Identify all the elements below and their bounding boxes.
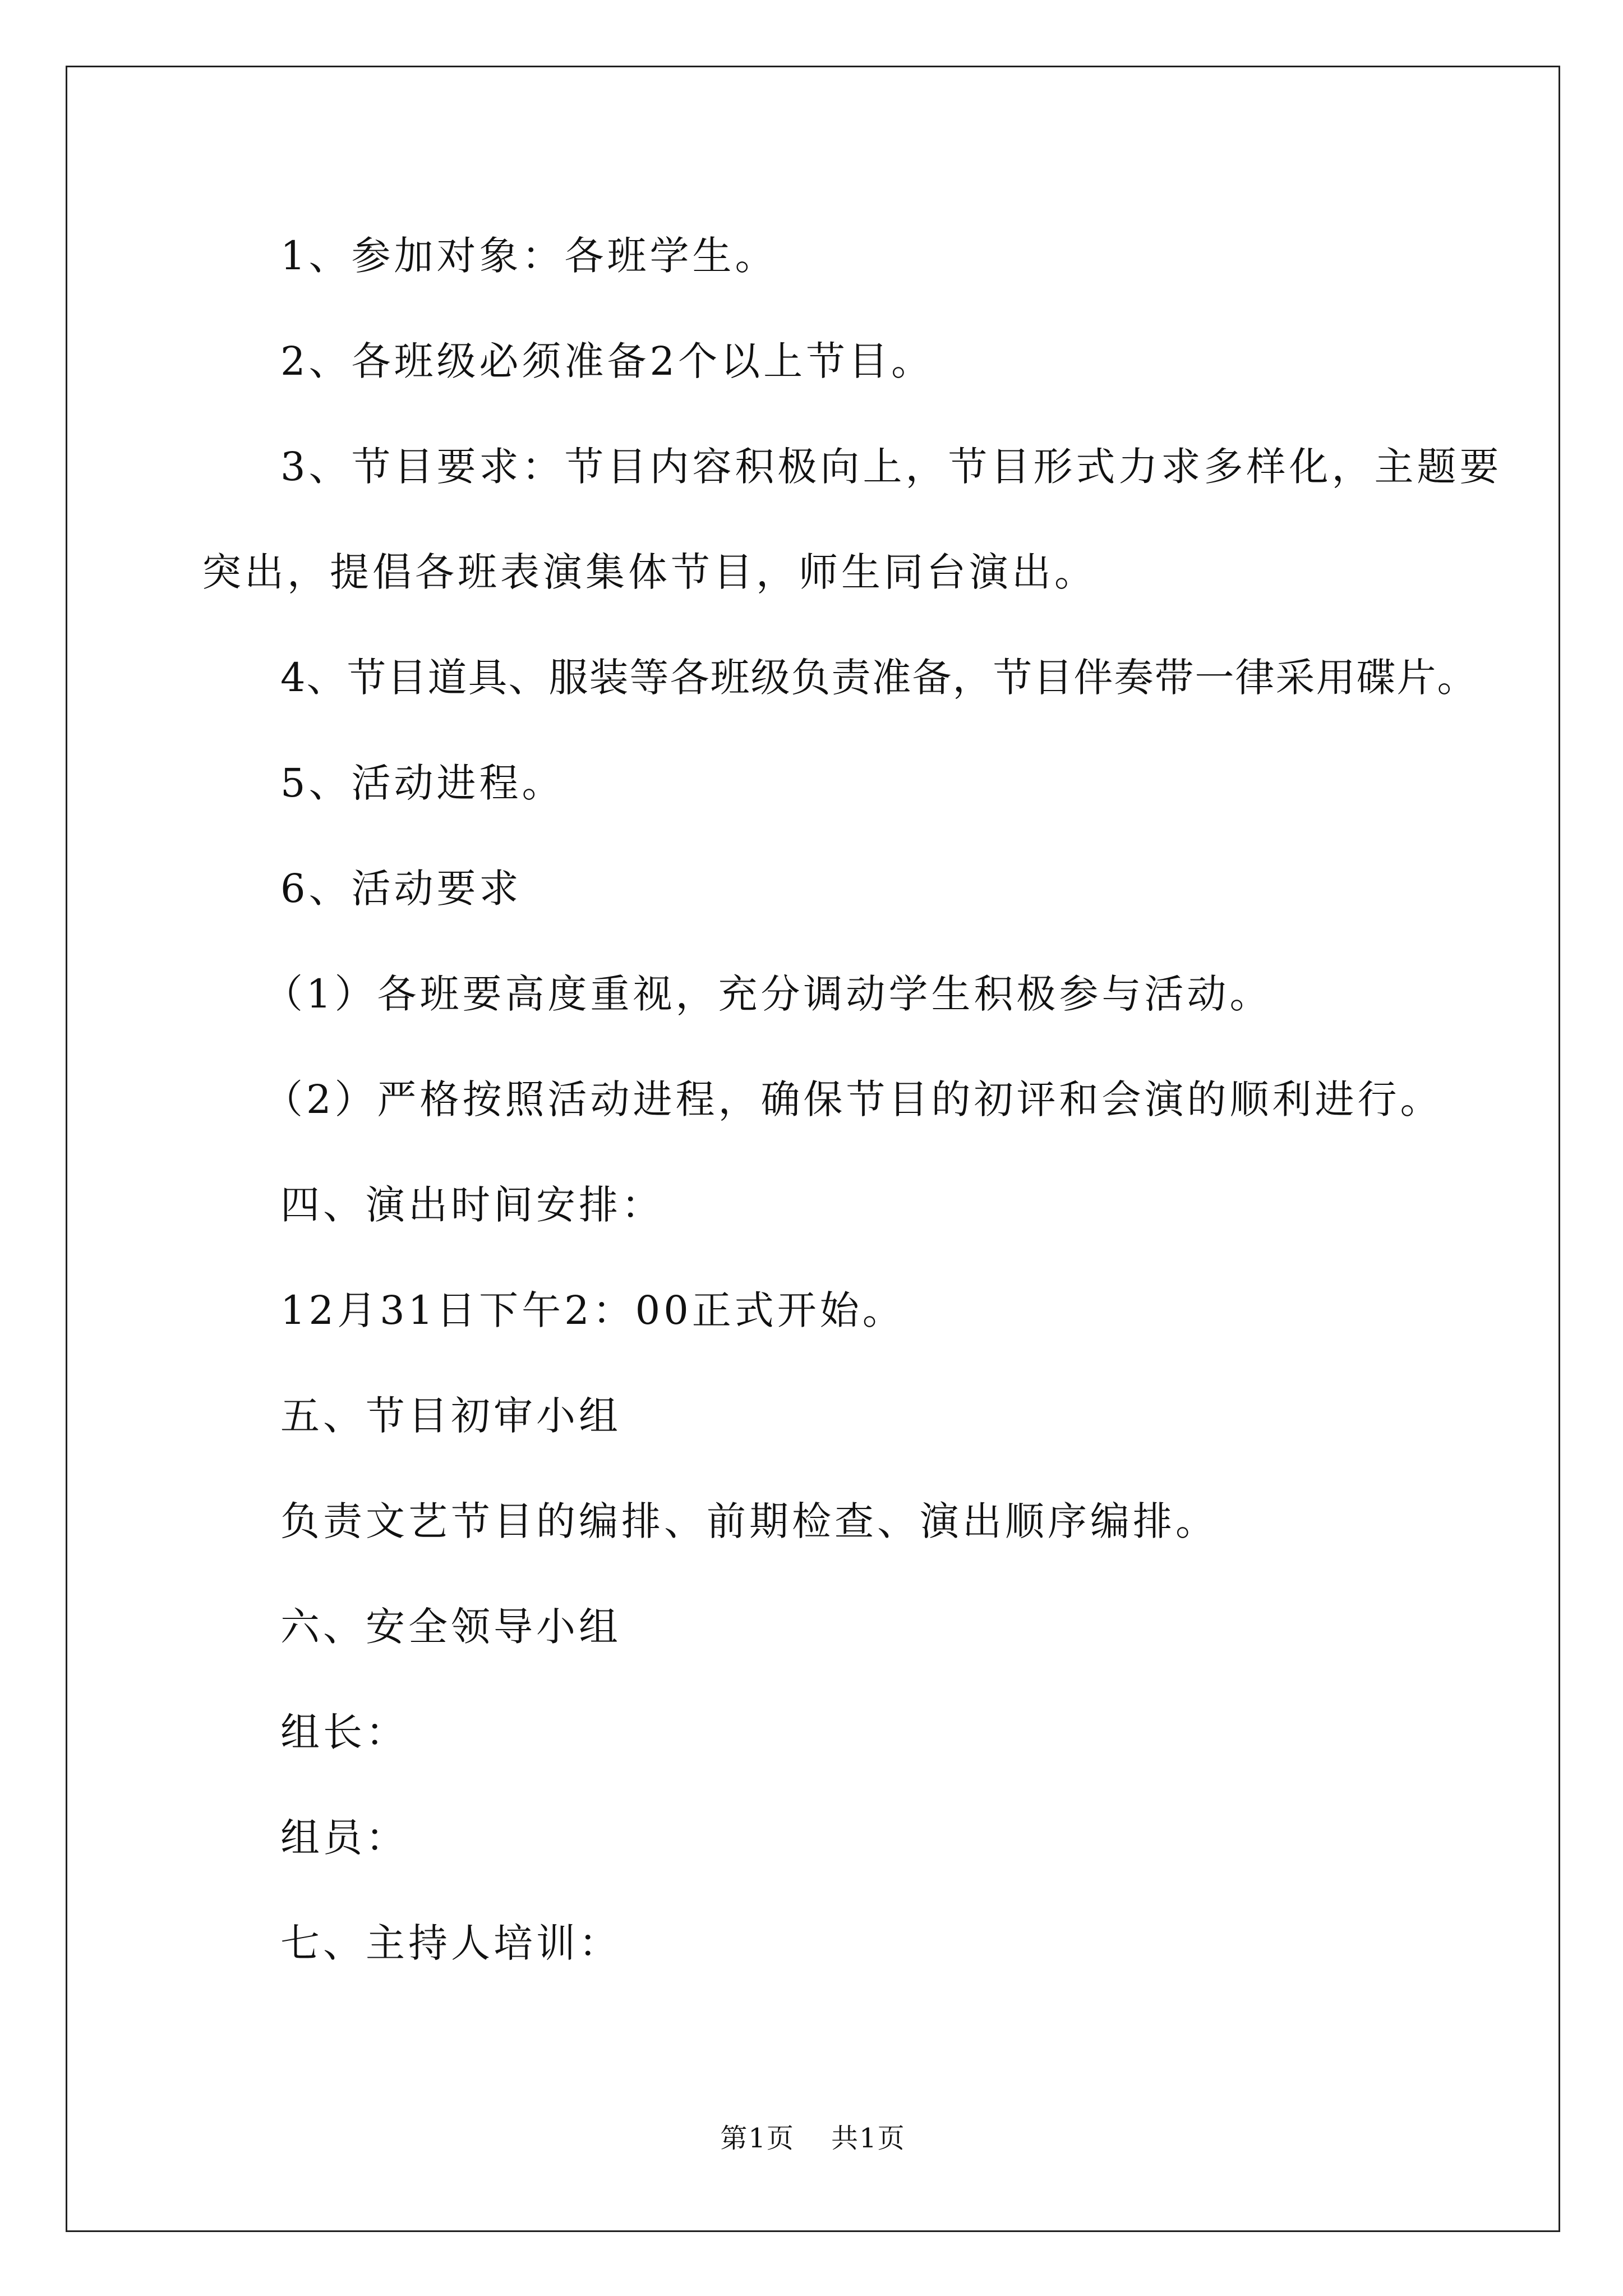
paragraph-6-2: （2）严格按照活动进程，确保节目的初评和会演的顺利进行。 — [264, 1076, 1443, 1122]
paragraph-4: 4、节目道具、服装等各班级负责准备，节目伴奏带一律采用碟片。 — [280, 655, 1478, 701]
section-7-heading: 七、主持人培训： — [280, 1920, 621, 1966]
section-6-heading: 六、安全领导小组 — [280, 1604, 621, 1650]
section-5-body: 负责文艺节目的编排、前期检查、演出顺序编排。 — [280, 1498, 1218, 1544]
paragraph-1: 1、参加对象：各班学生。 — [280, 233, 778, 279]
page-number-total: 共1页 — [831, 2123, 906, 2154]
page-footer — [67, 2122, 1559, 2155]
section-4-body: 12月31日下午2：00正式开始。 — [280, 1287, 905, 1333]
section-5-heading: 五、节目初审小组 — [280, 1393, 621, 1439]
paragraph-3: 3、节目要求：节目内容积极向上，节目形式力求多样化，主题要 — [280, 444, 1502, 490]
paragraph-3-cont: 突出，提倡各班表演集体节目，师生同台演出。 — [202, 549, 1097, 595]
page-number-current: 第1页 — [720, 2123, 795, 2154]
paragraph-5: 5、活动进程。 — [280, 760, 565, 806]
page-frame — [66, 66, 1560, 2232]
paragraph-6-1: （1）各班要高度重视，充分调动学生积极参与活动。 — [264, 971, 1272, 1017]
document-body — [67, 67, 1559, 2230]
paragraph-6: 6、活动要求 — [280, 866, 522, 912]
section-6-leader: 组长： — [280, 1709, 408, 1755]
paragraph-2: 2、各班级必须准备2个以上节目。 — [280, 338, 934, 384]
section-4-heading: 四、演出时间安排： — [280, 1182, 664, 1228]
section-6-members: 组员： — [280, 1815, 408, 1861]
